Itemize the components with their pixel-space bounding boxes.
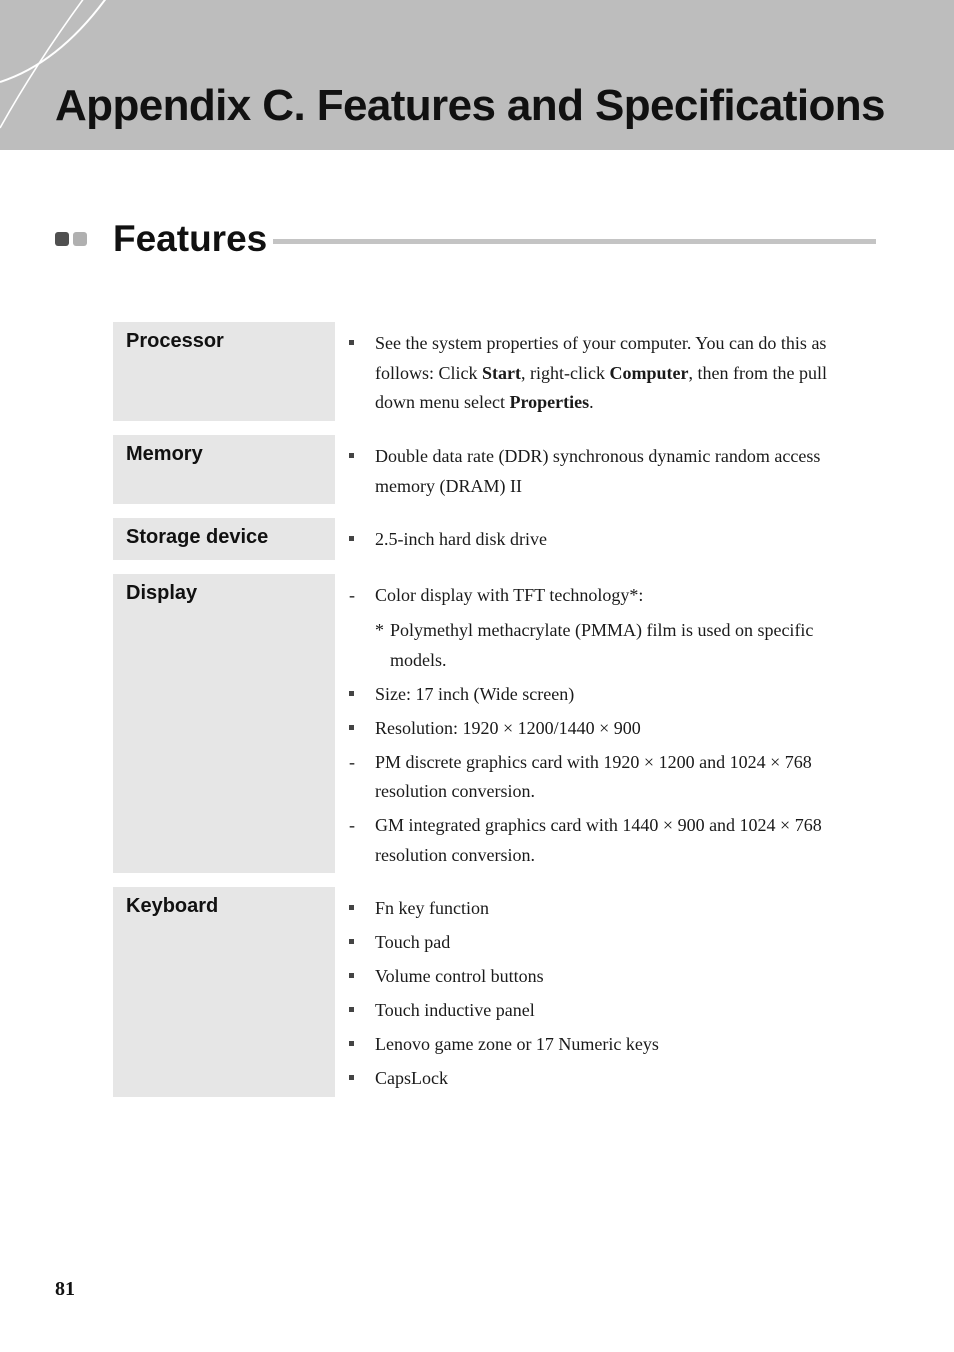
spec-items-memory xyxy=(349,442,869,506)
item-text: 2.5-inch hard disk drive xyxy=(375,529,547,549)
section-divider xyxy=(273,239,876,244)
spec-row-processor xyxy=(113,322,873,421)
text-segment: See the system properties of your computer. You can do this as follows: Click xyxy=(375,333,827,383)
spec-items-processor xyxy=(349,329,869,422)
spec-row-storage-device xyxy=(113,518,873,560)
list-item xyxy=(349,748,869,807)
dash-bullet-icon: - xyxy=(349,585,355,605)
section-title: Features xyxy=(113,218,268,259)
list-item xyxy=(349,714,869,744)
square-bullet-icon xyxy=(349,973,354,978)
list-item xyxy=(349,1064,869,1094)
item-text: Volume control buttons xyxy=(375,966,544,986)
square-bullet-icon xyxy=(349,905,354,910)
item-text: Size: 17 inch (Wide screen) xyxy=(375,683,575,704)
dark-square-bullet-icon xyxy=(55,232,69,246)
item-text: Double data rate (DDR) synchronous dynamic random access memory (DRAM) II xyxy=(375,446,821,496)
spec-label-memory: Memory xyxy=(113,435,335,504)
list-item xyxy=(349,811,869,870)
item-text: PM discrete graphics card with 1920 × 1200 and 1024 × 768 resolution conversion. xyxy=(375,751,812,801)
square-bullet-icon xyxy=(349,1075,354,1080)
text-segment: . xyxy=(589,392,594,412)
spec-row-memory xyxy=(113,435,873,504)
spec-label-processor: Processor xyxy=(113,322,335,421)
ui-term-bold: Properties xyxy=(509,392,590,412)
page-number: 81 xyxy=(55,1278,75,1300)
list-item xyxy=(349,962,869,992)
list-item xyxy=(349,442,869,501)
spec-items-keyboard xyxy=(349,894,869,1098)
list-item xyxy=(349,581,869,611)
item-text: Touch pad xyxy=(375,932,451,952)
item-text: Polymethyl methacrylate (PMMA) film is used on specific models. xyxy=(390,620,814,670)
footnote-item xyxy=(349,615,869,675)
square-bullet-icon xyxy=(349,939,354,944)
text-segment: , right-click xyxy=(521,362,610,383)
list-item xyxy=(349,996,869,1026)
square-bullet-icon xyxy=(349,725,354,730)
square-bullet-icon xyxy=(349,340,354,345)
ui-term-bold: Start xyxy=(482,362,521,383)
spec-row-keyboard xyxy=(113,887,873,1097)
item-text: Lenovo game zone or 17 Numeric keys xyxy=(375,1034,659,1054)
list-item xyxy=(349,928,869,958)
spec-items-storage-device xyxy=(349,525,869,559)
square-bullet-icon xyxy=(349,1007,354,1012)
list-item xyxy=(349,1030,869,1060)
square-bullet-icon xyxy=(349,453,354,458)
spec-items-display xyxy=(349,581,869,875)
item-text: CapsLock xyxy=(375,1068,448,1088)
square-bullet-icon xyxy=(349,1041,354,1046)
chapter-banner xyxy=(0,0,954,150)
list-item xyxy=(349,894,869,924)
item-text: GM integrated graphics card with 1440 × 900 and 1024 × 768 resolution conversion. xyxy=(375,815,822,865)
section-heading xyxy=(55,218,877,262)
chapter-title: Appendix C. Features and Specifications xyxy=(55,81,885,130)
asterisk-marker: * xyxy=(375,620,384,640)
item-text: Color display with TFT technology*: xyxy=(375,585,644,605)
text-segment: , then from the pull down menu select xyxy=(375,362,827,412)
spec-label-keyboard: Keyboard xyxy=(113,887,335,1097)
dash-bullet-icon: - xyxy=(349,751,355,772)
light-square-bullet-icon xyxy=(73,232,87,246)
item-text: Touch inductive panel xyxy=(375,1000,535,1020)
list-item xyxy=(349,329,869,418)
ui-term-bold: Computer xyxy=(609,362,689,383)
spec-label-storage-device: Storage device xyxy=(113,518,335,560)
spec-label-display: Display xyxy=(113,574,335,873)
spec-row-display xyxy=(113,574,873,873)
list-item xyxy=(349,680,869,710)
square-bullet-icon xyxy=(349,691,354,696)
square-bullet-icon xyxy=(349,536,354,541)
item-text: Resolution: 1920 × 1200/1440 × 900 xyxy=(375,717,641,738)
item-text xyxy=(375,333,827,412)
item-text: Fn key function xyxy=(375,898,489,918)
list-item xyxy=(349,525,869,555)
dash-bullet-icon: - xyxy=(349,815,355,835)
